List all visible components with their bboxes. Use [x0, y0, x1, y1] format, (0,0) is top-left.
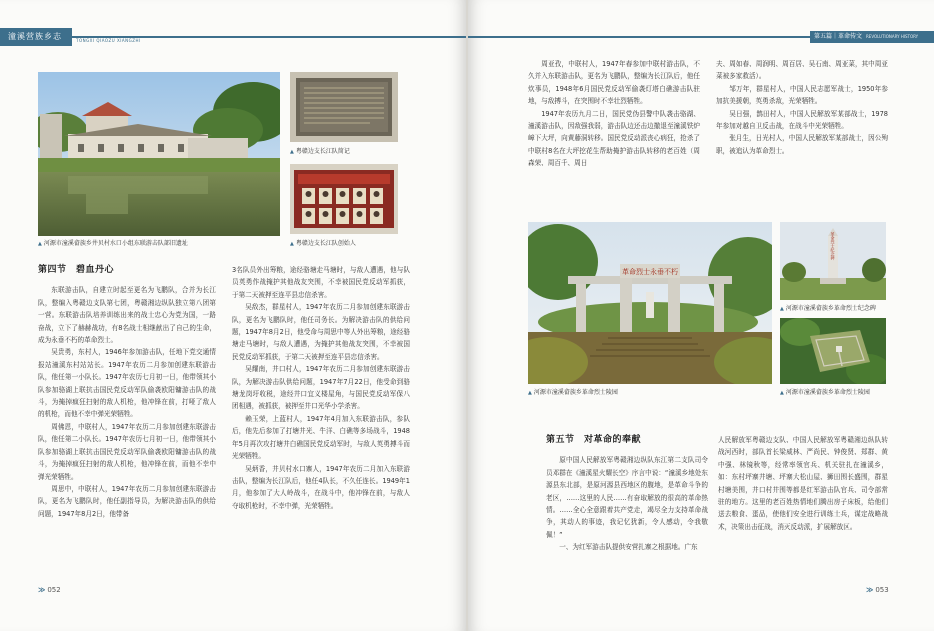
- left-page: [0, 0, 466, 631]
- chevron-right-icon: ≫: [38, 586, 46, 594]
- paragraph: 人民解放军粤赣边支队、中国人民解放军粤赣湘边纵队转战河西时，部队首长梁威林、严尚民、钟俊贤、郑群、黄中强、林镜秋等，经常率领官兵、机关驻扎在潼溪乡，如：东村坪寨井塘、坪寨大松山屋、狮田围长盛围，群星村塘美围，井口村井围等都是红军游击队官兵、司令部常驻的地方。这里的老百姓热情地们腾出房子床板，给他们送去粮食、蛋品，使他们安全进行训练士兵，谋定战略战术，决策出击征战，消灭反动派，扩展解放区。: [718, 436, 888, 531]
- paragraph: 周思中，中联村人，1947年农历二月参加创建东联游击队，更名为飞鹏队时，他任副指导员，为解决游击队的供给问题，1947年8月2日，他带备: [38, 484, 216, 518]
- book-title-en: TONGXI QIAOZU XIANGZHI: [76, 38, 141, 43]
- section-title-4: 第四节 碧血丹心: [38, 265, 115, 275]
- right-page: [468, 0, 934, 631]
- left-header: [0, 28, 466, 46]
- paragraph: 吴耀南，井口村人，1947年农历二月参加创建东联游击队，为解决游击队供给问题，1947年7月22日，他受命到骆塘龙岗圩收税，途经井口宜义楼屋角，与国民党反动军保八团相遇，被抓获，被押至井口光华小学杀害。: [232, 365, 410, 411]
- monument-illustration: [780, 222, 886, 300]
- paragraph: 原中国人民解放军粤赣湘边纵队东江第二支队司令员邓群在《潼溪星火耀长空》序言中说：“潼溪乡地处东源县东北部，是原河源县西地区的腹地，是革命斗争的老区，……这里的人民……有奋取解放的很高的革命热情。……全心全意跟着共产党走，竭尽全力支持革命战争，其动人的事迹，我记忆犹新，令人感动，令我敬佩！”: [546, 456, 708, 539]
- paragraph: 周佛恩，中联村人，1947年农历二月参加创建东联游击队，他任第二小队长。1947年农历七月初一日，他带领其小队参加骆湖上联抗击国民党反动军队偷袭欧阳镛游击队的战斗，为掩掉疯狂扫射的敌人机枪，他冲锋在前，而他不幸中弹光荣牺牲。: [38, 422, 216, 481]
- cemetery-gate-caption: ▲ 河源市潼溪畲族乡革命烈士陵园: [528, 389, 618, 396]
- paragraph: 邹万年，群星村人，中国人民志愿军战士，1950年参加抗美援朝，英勇杀敌，光荣牺牲。: [716, 84, 888, 106]
- founders-portraits-caption: ▲ 粤赣边支长江队创始人: [290, 240, 356, 247]
- header-rule: [468, 36, 810, 38]
- history-plaque-photo: [290, 72, 398, 142]
- gate-inscription: 革命烈士永垂不朽: [622, 268, 678, 276]
- left-column-1: [38, 264, 216, 520]
- left-column-2: [232, 264, 410, 512]
- village-ruins-caption: ▲ 河源市潼溪畲族乡井贝村水口小组东联游击队部旧遗址: [38, 240, 188, 247]
- cemetery-gate-illustration: [528, 222, 772, 384]
- martyrs-monument-photo: [780, 222, 886, 300]
- paragraph: 周亚孜，中联村人，1947年春参加中联村游击队，不久并入东联游击队，更名为飞鹏队，整编为长江队后，他任炊事员，1948年6月国民党反动军偷袭灯塔白礁游击队驻地，与敌搏斗，在突围时不幸壮烈牺牲。: [528, 60, 700, 106]
- paragraph: 吴敌杰，群星村人，1947年农历二月参加创建东联游击队，更名为飞鹏队时，他任司务长。为解决游击队的供给问题，1947年8月2日，他受命与周思中等人外出筹粮，途经骆塘走马塘时，与敌人遭遇，为掩护其他战友突围，不幸被国民党反动军抓获，于第二天被押至连平县忠信杀害。: [232, 303, 410, 361]
- cemetery-aerial-caption: ▲ 河源市潼溪畲族乡革命烈士陵园: [780, 389, 870, 396]
- village-ruins-photo: [38, 72, 280, 236]
- paragraph: 夫、周如春、周润明、周百居、吴石南、周亚菜，其中周亚菜被多家救活）。: [716, 60, 888, 81]
- history-plaque-caption: ▲ 粤赣边支长江队简记: [290, 148, 350, 155]
- founders-portraits-photo: [290, 164, 398, 234]
- chapter-tab: 第五篇｜革命传文 REVOLUTIONARY HISTORY: [810, 31, 934, 43]
- paragraph: 吴贵勇，东村人，1946年参加游击队，任地下党交通情报站潼溪东村站站长。1947年农历二月参加创建东联游击队，他任第一小队长。1947年农历七月初一日，他带领其小队参加骆湖上联抗击国民党反动军队偷袭欧阳镛游击队的战斗，为掩掉疯狂扫射的敌人机枪，他冲锋在前，打哑了敌人的机枪，而他不幸中弹光荣牺牲。: [38, 348, 216, 419]
- section-title-5: 第五节 对革命的奉献: [546, 435, 642, 445]
- martyrs-cemetery-gate-photo: [528, 222, 772, 384]
- paragraph: 赖玉荣，上蓝村人，1947年4月加入东联游击队，参队后，他先后参加了打塘井光、牛洋、白礁等多场战斗，1948年5月再次攻打塘井白礁国民党反动军时，与敌人英勇搏斗而光荣牺牲。: [232, 414, 410, 461]
- paragraph: 吴日强，鹊田村人，中国人民解放军某部战士，1978年参加对越自卫反击战，在战斗中光荣牺牲。: [716, 109, 888, 131]
- founders-portraits-illustration: [290, 164, 398, 234]
- right-column-3: [546, 434, 708, 554]
- chevron-right-icon: ≫: [866, 586, 874, 594]
- monument-caption: ▲ 河源市潼溪畲族乡革命烈士纪念碑: [780, 305, 876, 312]
- right-column-4: [718, 434, 888, 533]
- paragraph: 一、为红军游击队提供安营扎寨之根据地。广东: [559, 543, 698, 552]
- book-title: 潼溪营族乡志: [0, 28, 72, 46]
- right-column-2: [716, 58, 888, 157]
- martyrs-cemetery-aerial-photo: [780, 318, 886, 384]
- monument-inscription: 革命烈士纪念碑: [830, 232, 836, 260]
- paragraph: 东联游击队，自建立时起至更名为飞鹏队，合并为长江队，整编入粤赣边支队第七团，粤赣湘边纵队独立第八团第一营。东联游击队培养训练出来的战士忠心为党为国，一路奋战，立下了赫赫战功，有8名战士相继献出了自己的生命，成为永垂不朽的革命烈士。: [38, 286, 216, 345]
- right-page-number: ≫ 053: [866, 586, 889, 594]
- cemetery-aerial-illustration: [780, 318, 886, 384]
- village-ruins-illustration: [38, 72, 280, 236]
- left-page-number: ≫ 052: [38, 586, 61, 594]
- paragraph: 吴炳香，井贝村水口寨人，1947年农历二月加入东联游击队，整编为长江队后，他任4队长，不久任连长。1949年1月，他参加了大人岭战斗，在战斗中，他冲锋在前，与敌人夺取机枪时，不幸中弹，光荣牺牲。: [232, 464, 410, 510]
- paragraph: 张月生，日光村人，中国人民解放军某部战士，因公殉职，被追认为革命烈士。: [716, 134, 888, 155]
- right-column-1: [528, 58, 700, 170]
- right-header: [468, 28, 934, 46]
- paragraph: 3名队员外出筹粮，途经骆塘走马塘时，与敌人遭遇，他与队员英勇作战掩护其他战友突围，不幸被国民党反动军抓获，于第二天被押至连平县忠信杀害。: [232, 266, 410, 299]
- paragraph: 1947年农历九月二日，国民党伪县警中队袭击骆湖、潼溪游击队，因敌强我弱，游击队边还击边撤退至潼溪铁炉嶂下大坪，向黄藤洞转移。国民党反动派丧心病狂，抢杀了中联村8名在大坪挖花生帮助掩护游击队转移的老百姓（周森荣、周百千、周日: [528, 109, 700, 168]
- history-plaque-illustration: [290, 72, 398, 142]
